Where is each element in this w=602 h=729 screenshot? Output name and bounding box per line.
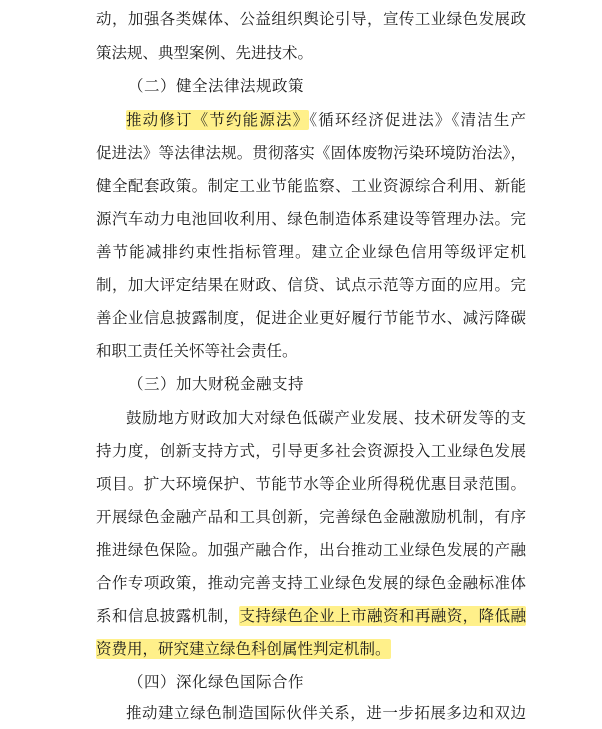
section-heading-3: （三）加大财税金融支持 xyxy=(128,375,305,393)
paragraph-2-line-4: 源汽车动力电池回收利用、绿色制造体系建设等管理办法。完 xyxy=(96,210,526,228)
paragraph-3-line-7 xyxy=(96,600,526,632)
paragraph-3-line-3: 项目。扩大环境保护、节能节水等企业所得税优惠目录范围。 xyxy=(96,475,526,493)
paragraph-3-line-1: 鼓励地方财政加大对绿色低碳产业发展、技术研发等的支 xyxy=(126,409,526,427)
paragraph-1-line-2: 策法规、典型案例、先进技术。 xyxy=(96,44,314,62)
paragraph-2-line-1-rest: 《循环经济促进法》《清洁生产 xyxy=(309,111,526,129)
paragraph-1-line-1: 动，加强各类媒体、公益组织舆论引导，宣传工业绿色发展政 xyxy=(96,10,526,28)
paragraph-3-line-2: 持力度，创新支持方式，引导更多社会资源投入工业绿色发展 xyxy=(96,442,526,460)
paragraph-2-line-2: 促进法》等法律法规。贯彻落实《固体废物污染环境防治法》， xyxy=(96,144,526,162)
paragraph-2-line-7: 善企业信息披露制度，促进企业更好履行节能节水、减污降碳 xyxy=(96,309,526,327)
paragraph-3-line-8 xyxy=(96,633,526,665)
highlighted-text: 推动修订《节约能源法》 xyxy=(126,111,310,129)
paragraph-2-line-6: 制，加大评定结果在财政、信贷、试点示范等方面的应用。完 xyxy=(96,276,526,294)
paragraph-3-line-4: 开展绿色金融产品和工具创新，完善绿色金融激励机制，有序 xyxy=(96,508,526,526)
highlighted-text: 资费用，研究建立绿色科创属性判定机制。 xyxy=(96,640,391,658)
paragraph-3-line-5: 推进绿色保险。加强产融合作，出台推动工业绿色发展的产融 xyxy=(96,541,526,559)
paragraph-2-line-5: 善节能减排约束性指标管理。建立企业绿色信用等级评定机 xyxy=(96,243,526,261)
paragraph-4-line-1: 推动建立绿色制造国际伙伴关系，进一步拓展多边和双边 xyxy=(126,704,526,722)
paragraph-2-line-1 xyxy=(126,104,526,136)
section-heading-4: （四）深化绿色国际合作 xyxy=(128,673,305,691)
paragraph-2-line-3: 健全配套政策。制定工业节能监察、工业资源综合利用、新能 xyxy=(96,177,526,195)
highlighted-text: 支持绿色企业上市融资和再融资，降低融 xyxy=(239,607,526,625)
paragraph-3-line-7-rest: 系和信息披露机制， xyxy=(96,607,240,625)
paragraph-2-line-8: 和职工责任关怀等社会责任。 xyxy=(96,342,298,360)
paragraph-3-line-6: 合作专项政策，推动完善支持工业绿色发展的绿色金融标准体 xyxy=(96,574,526,592)
section-heading-2: （二）健全法律法规政策 xyxy=(128,77,305,95)
